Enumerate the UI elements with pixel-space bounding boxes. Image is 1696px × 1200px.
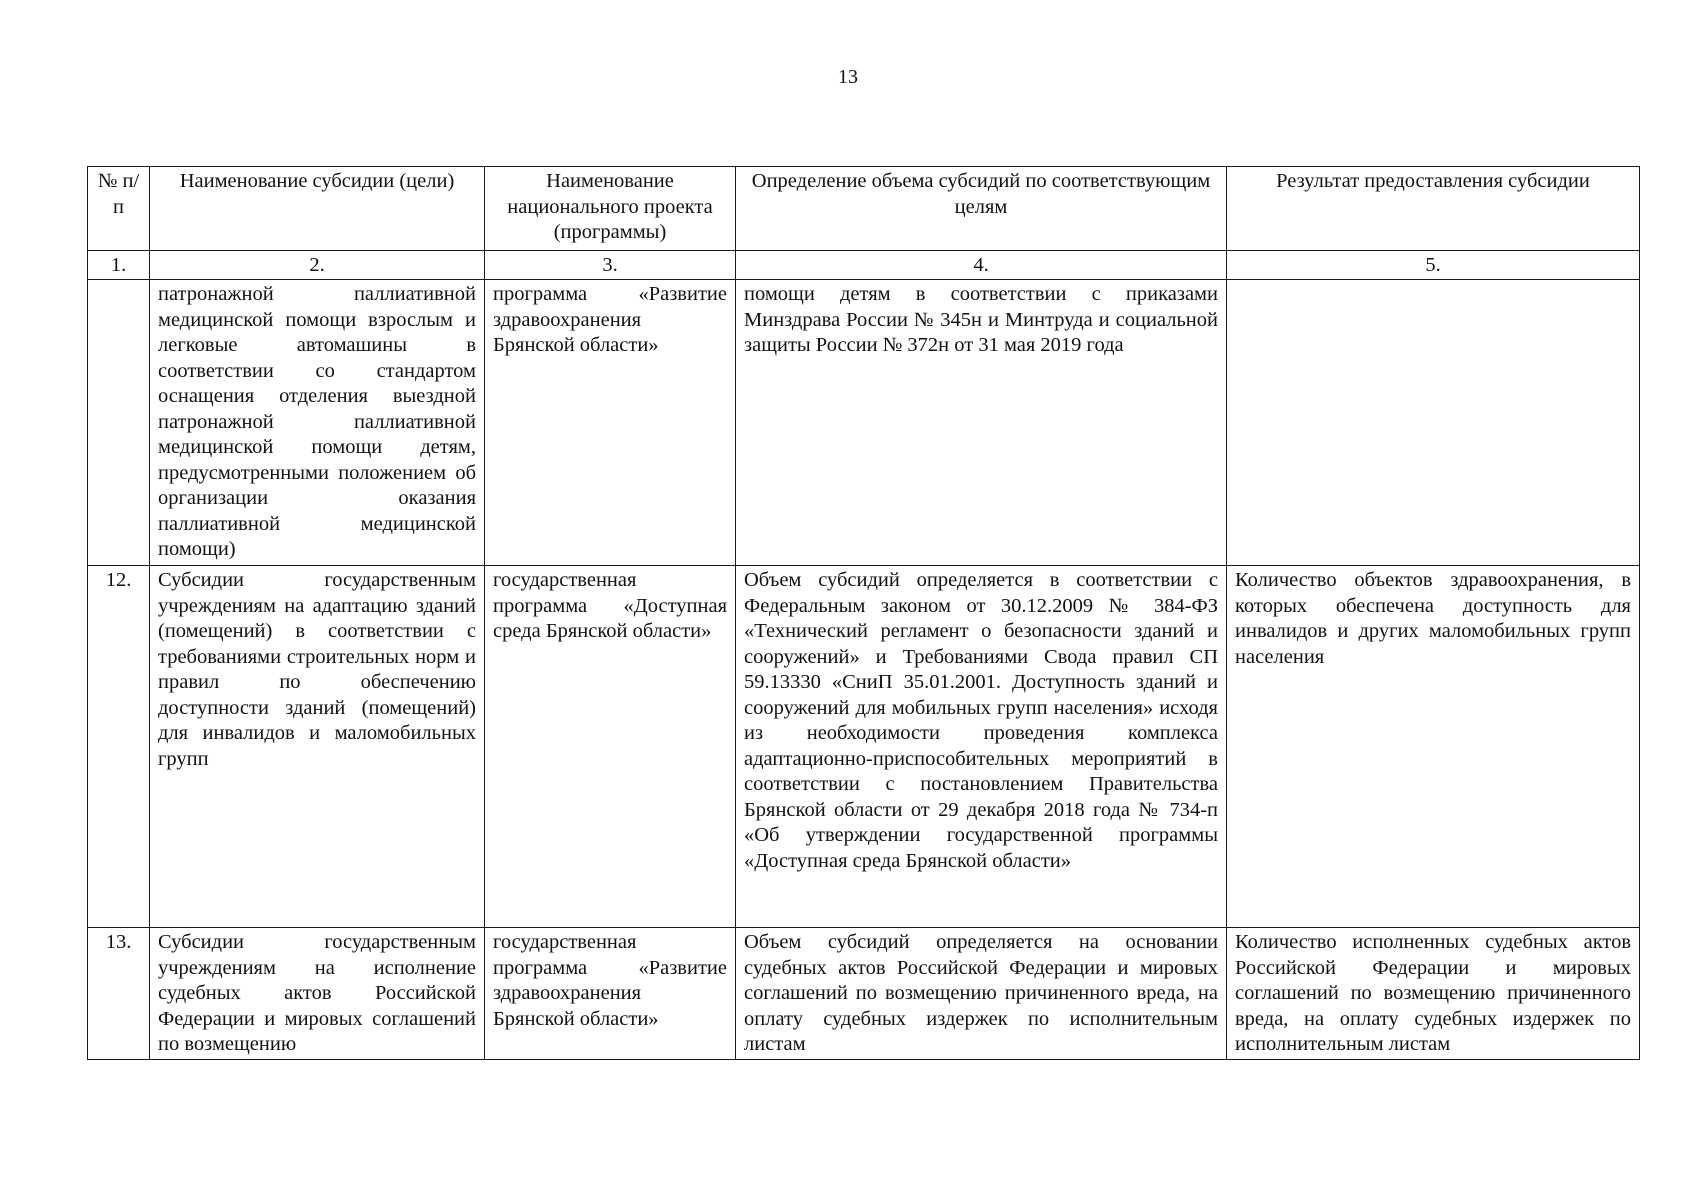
page-number: 13 [838, 66, 858, 88]
row-result [1227, 280, 1640, 566]
table-row [88, 566, 1640, 928]
row-subsidy-name: Субсидии государственным учреждениям на адаптацию зданий (помещений) в соответствии с требованиями строительных норм и правил по обеспечению доступности зданий (помещений) для инвалидов и маломобильных групп [150, 566, 485, 928]
column-number: 1. [88, 251, 150, 280]
row-num [88, 280, 150, 566]
header-row [88, 167, 1640, 251]
row-result: Количество объектов здравоохранения, в которых обеспечена доступность для инвалидов и других маломобильных групп населения [1227, 566, 1640, 928]
table-row [88, 280, 1640, 566]
column-number: 3. [485, 251, 736, 280]
column-number: 4. [736, 251, 1227, 280]
table-row [88, 928, 1640, 1060]
row-result: Количество исполненных судебных актов Российской Федерации и мировых соглашений по возмещению причиненного вреда, на оплату судебных издержек по исполнительным листам [1227, 928, 1640, 1060]
row-volume-definition: Объем субсидий определяется в соответствии с Федеральным законом от 30.12.2009 № 384-ФЗ «Технический регламент о безопасности зданий и сооружений» и Требованиями Свода правил СП 59.13330 «СниП 35.01.2001. Доступность зданий и сооружений для мобильных групп населения» исходя из необходимости проведения комплекса адаптационно-приспособительных мероприятий в соответствии с постановлением Правительства Брянской области от 29 декабря 2018 года № 734-п «Об утверждении государственной программы «Доступная среда Брянской области» [736, 566, 1227, 928]
row-subsidy-name: Субсидии государственным учреждениям на исполнение судебных актов Российской Федерации и мировых соглашений по возмещению [150, 928, 485, 1060]
row-volume-definition: помощи детям в соответствии с приказами Минздрава России № 345н и Минтруда и социальной защиты России № 372н от 31 мая 2019 года [736, 280, 1227, 566]
column-number: 5. [1227, 251, 1640, 280]
table-body [88, 280, 1640, 1060]
subsidy-table [87, 166, 1640, 1060]
row-volume-definition: Объем субсидий определяется на основании судебных актов Российской Федерации и мировых соглашений по возмещению причиненного вреда, на оплату судебных издержек по исполнительным листам [736, 928, 1227, 1060]
row-subsidy-name: патронажной паллиативной медицинской помощи взрослым и легковые автомашины в соответствии со стандартом оснащения отделения выездной патронажной паллиативной медицинской помощи детям, предусмотренными положением об организации оказания паллиативной медицинской помощи) [150, 280, 485, 566]
header-project-name: Наименование национального проекта (программы) [485, 167, 736, 251]
header-volume-definition: Определение объема субсидий по соответствующим целям [736, 167, 1227, 251]
row-program: государственная программа «Доступная среда Брянской области» [485, 566, 736, 928]
row-program: государственная программа «Развитие здравоохранения Брянской области» [485, 928, 736, 1060]
row-program: программа «Развитие здравоохранения Брянской области» [485, 280, 736, 566]
column-number-row [88, 251, 1640, 280]
header-result: Результат предоставления субсидии [1227, 167, 1640, 251]
row-num: 12. [88, 566, 150, 928]
header-num: № п/п [88, 167, 150, 251]
header-subsidy-name: Наименование субсидии (цели) [150, 167, 485, 251]
row-num: 13. [88, 928, 150, 1060]
table-header [88, 167, 1640, 280]
column-number: 2. [150, 251, 485, 280]
